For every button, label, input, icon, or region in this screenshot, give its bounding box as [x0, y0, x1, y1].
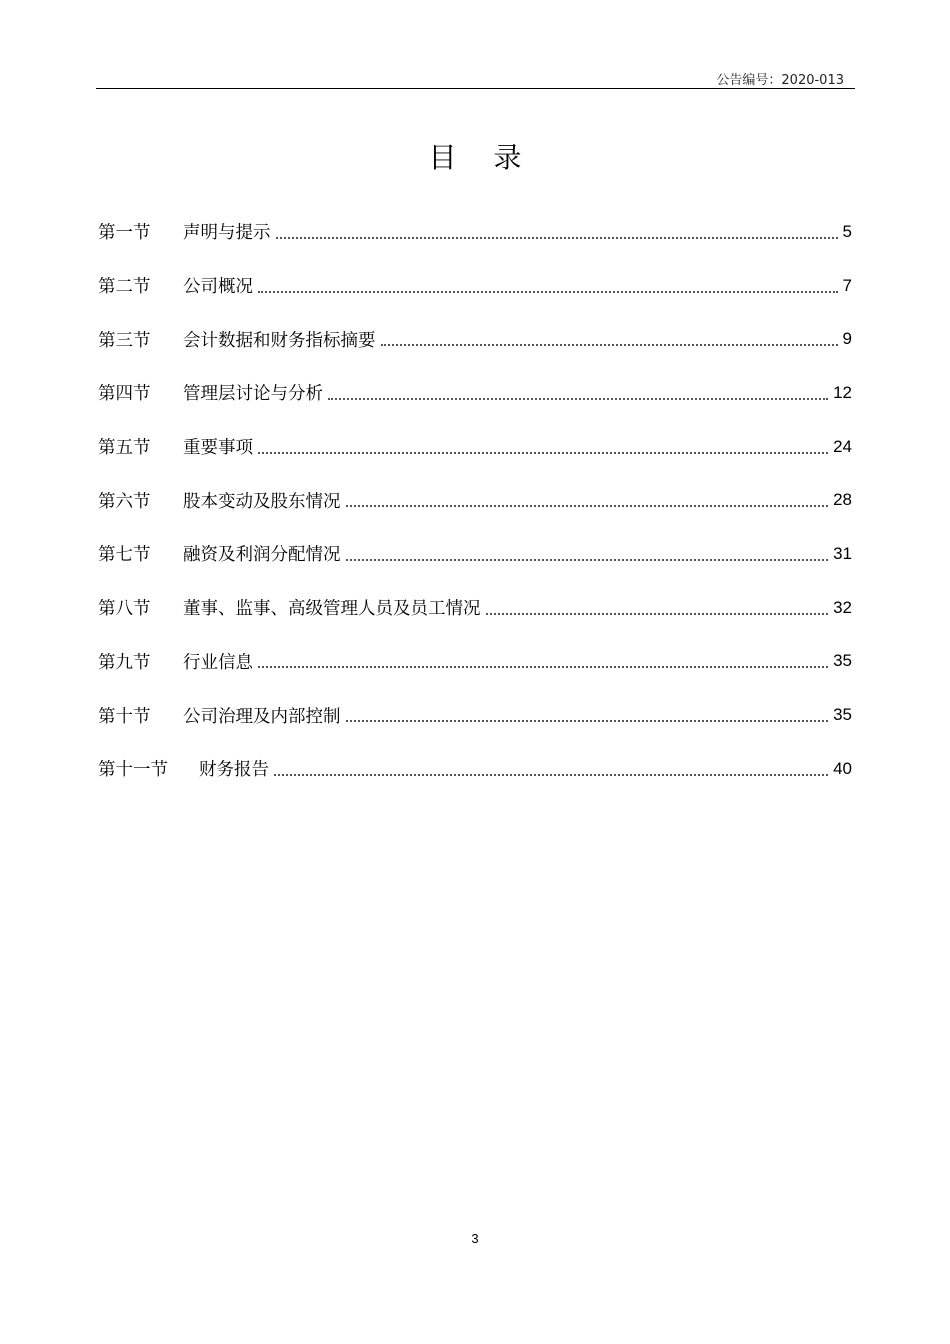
toc-page-number: 35 — [833, 651, 852, 671]
toc-section-title: 行业信息 — [183, 652, 253, 673]
toc-dot-leader — [328, 398, 828, 400]
toc-entry[interactable] — [98, 312, 852, 366]
toc-dot-leader — [381, 344, 838, 346]
toc-page-number: 32 — [833, 597, 852, 617]
toc-entry[interactable] — [98, 259, 852, 313]
toc-entry[interactable] — [98, 688, 852, 742]
toc-page-number: 5 — [842, 221, 852, 241]
toc-dot-leader — [486, 613, 829, 615]
toc-entry[interactable] — [98, 473, 852, 527]
toc-section-number: 第四节 — [98, 384, 151, 405]
toc-section-title: 会计数据和财务指标摘要 — [183, 330, 376, 351]
toc-entry[interactable] — [98, 527, 852, 581]
toc-section-title: 公司概况 — [183, 277, 253, 298]
table-of-contents — [98, 205, 852, 796]
toc-dot-leader — [346, 559, 829, 561]
toc-page-number: 9 — [842, 329, 852, 349]
toc-section-title: 声明与提示 — [183, 223, 271, 244]
toc-section-number: 第六节 — [98, 491, 151, 512]
toc-title: 目 录 — [428, 141, 536, 174]
header-divider — [96, 88, 855, 89]
toc-page-number: 28 — [833, 490, 852, 510]
toc-dot-leader — [346, 505, 829, 507]
toc-section-number: 第七节 — [98, 545, 151, 566]
toc-entry[interactable] — [98, 581, 852, 635]
announcement-code: 公告编号：2020-013 — [716, 73, 844, 88]
toc-section-number: 第十一节 — [98, 760, 168, 781]
toc-page-number: 35 — [833, 705, 852, 725]
toc-section-title: 管理层讨论与分析 — [183, 384, 323, 405]
toc-page-number: 7 — [842, 275, 852, 295]
toc-dot-leader — [274, 774, 828, 776]
toc-page-number: 40 — [833, 758, 852, 778]
toc-entry[interactable] — [98, 420, 852, 474]
toc-section-title: 董事、监事、高级管理人员及员工情况 — [183, 599, 481, 620]
toc-dot-leader — [276, 237, 838, 239]
toc-section-number: 第三节 — [98, 330, 151, 351]
toc-section-title: 融资及利润分配情况 — [183, 545, 341, 566]
toc-section-number: 第二节 — [98, 277, 151, 298]
toc-section-title: 财务报告 — [199, 760, 269, 781]
toc-section-number: 第九节 — [98, 652, 151, 673]
toc-section-number: 第一节 — [98, 223, 151, 244]
toc-entry[interactable] — [98, 366, 852, 420]
toc-section-number: 第五节 — [98, 438, 151, 459]
toc-page-number: 12 — [833, 382, 852, 402]
toc-dot-leader — [258, 666, 828, 668]
toc-entry[interactable] — [98, 742, 852, 796]
toc-section-title: 重要事项 — [183, 438, 253, 459]
page-number: 3 — [471, 1231, 479, 1246]
toc-section-number: 第十节 — [98, 706, 151, 727]
toc-entry[interactable] — [98, 635, 852, 689]
toc-page-number: 24 — [833, 436, 852, 456]
toc-entry[interactable] — [98, 205, 852, 259]
toc-section-title: 股本变动及股东情况 — [183, 491, 341, 512]
toc-page-number: 31 — [833, 543, 852, 563]
toc-dot-leader — [258, 291, 838, 293]
toc-dot-leader — [346, 720, 829, 722]
toc-section-number: 第八节 — [98, 599, 151, 620]
toc-section-title: 公司治理及内部控制 — [183, 706, 341, 727]
toc-dot-leader — [258, 452, 828, 454]
